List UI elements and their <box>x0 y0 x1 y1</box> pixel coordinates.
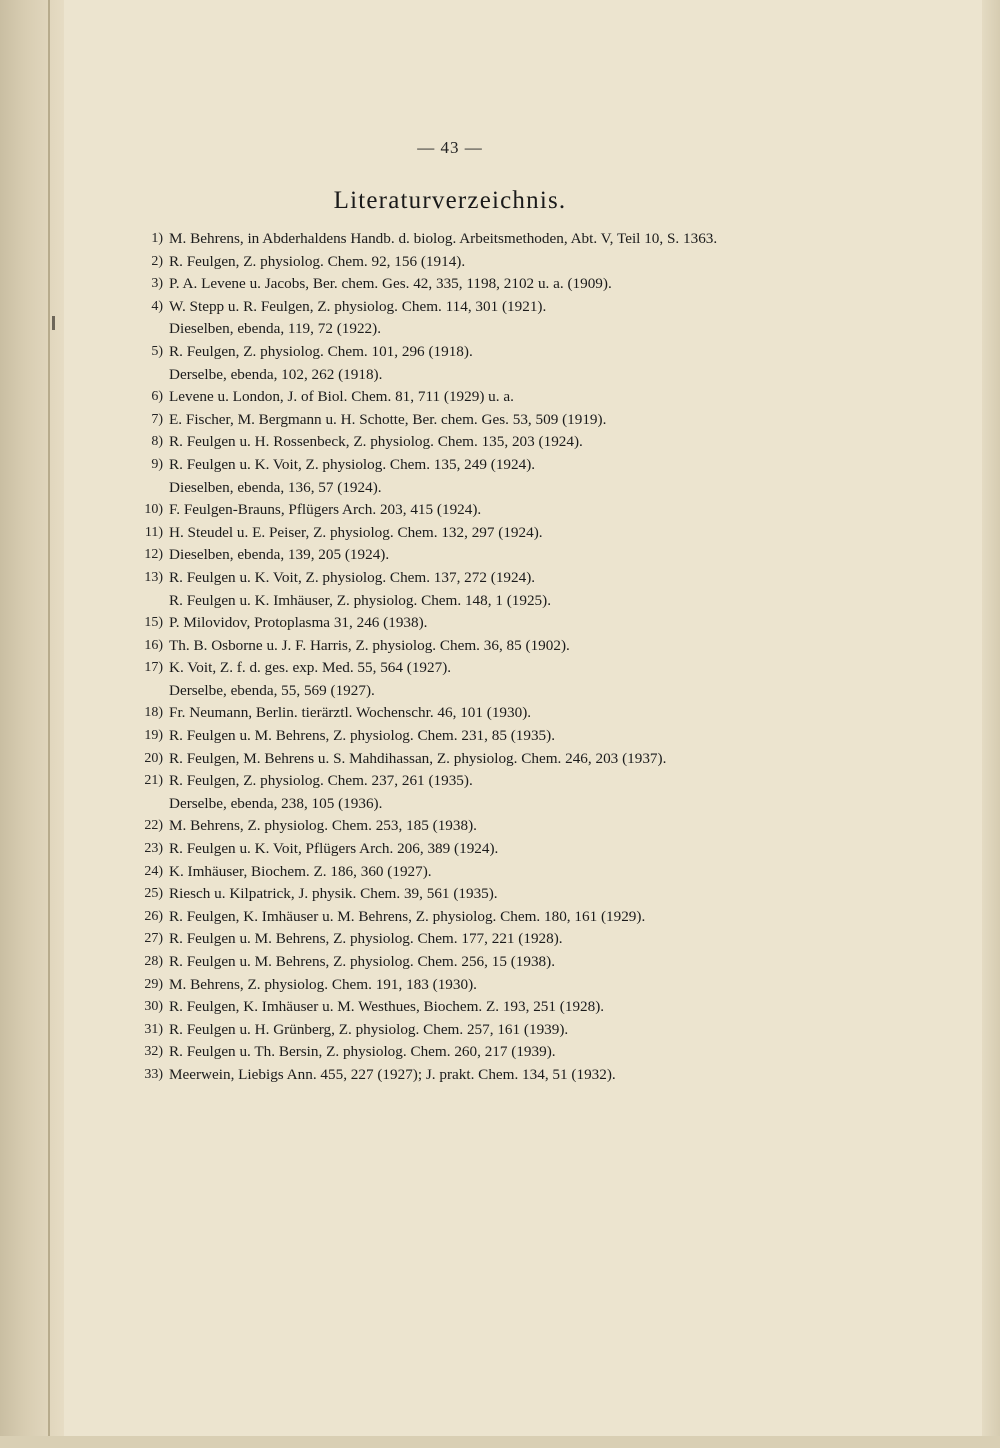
reference-number: 27) <box>144 931 163 947</box>
reference-number: 29) <box>144 976 163 992</box>
reference-text: R. Feulgen u. H. Grünberg, Z. physiolog. Chem. 257, 161 (1939). <box>169 1020 569 1038</box>
reference-number: 2) <box>151 253 163 269</box>
reference-text: E. Fischer, M. Bergmann u. H. Schotte, Ber. chem. Ges. 53, 509 (1919). <box>169 410 607 428</box>
reference-number: 21) <box>144 773 163 789</box>
reference-entry <box>125 680 785 703</box>
reference-number <box>125 590 169 613</box>
reference-text: R. Feulgen, Z. physiolog. Chem. 92, 156 (1914). <box>169 252 466 270</box>
reference-text: R. Feulgen u. K. Voit, Pflügers Arch. 206, 389 (1924). <box>169 840 499 858</box>
page-fold <box>48 0 50 1448</box>
reference-number: 5) <box>151 343 163 359</box>
reference-entry <box>125 364 785 387</box>
reference-text: R. Feulgen u. M. Behrens, Z. physiolog. Chem. 177, 221 (1928). <box>169 930 563 948</box>
reference-entry <box>125 1041 785 1064</box>
reference-entry <box>125 725 785 748</box>
reference-entry <box>125 748 785 771</box>
reference-number: 25) <box>144 886 163 902</box>
reference-text: Fr. Neumann, Berlin. tierärztl. Wochenschr. 46, 101 (1930). <box>169 704 532 722</box>
reference-text: M. Behrens, Z. physiolog. Chem. 253, 185 (1938). <box>169 817 477 835</box>
reference-text: R. Feulgen, M. Behrens u. S. Mahdihassan, Z. physiolog. Chem. 246, 203 (1937). <box>169 749 667 767</box>
reference-text: Riesch u. Kilpatrick, J. physik. Chem. 39, 561 (1935). <box>169 885 498 903</box>
reference-number: 32) <box>144 1044 163 1060</box>
reference-text: K. Voit, Z. f. d. ges. exp. Med. 55, 564 (1927). <box>169 659 452 677</box>
reference-text: Dieselben, ebenda, 119, 72 (1922). <box>169 320 382 338</box>
reference-number: 12) <box>144 547 163 563</box>
reference-number <box>125 364 169 387</box>
reference-number <box>125 318 169 341</box>
reference-entry <box>125 906 785 929</box>
reference-number: 4) <box>151 298 163 314</box>
reference-entry <box>125 635 785 658</box>
reference-list <box>125 228 785 1087</box>
reference-text: R. Feulgen u. Th. Bersin, Z. physiolog. Chem. 260, 217 (1939). <box>169 1043 556 1061</box>
reference-entry <box>125 702 785 725</box>
reference-text: R. Feulgen, K. Imhäuser u. M. Behrens, Z. physiolog. Chem. 180, 161 (1929). <box>169 907 646 925</box>
reference-entry <box>125 815 785 838</box>
reference-text: Derselbe, ebenda, 102, 262 (1918). <box>169 365 383 383</box>
reference-entry <box>125 431 785 454</box>
reference-entry <box>125 567 785 590</box>
reference-entry <box>125 409 785 432</box>
reference-number <box>125 793 169 816</box>
reference-number: 10) <box>144 502 163 518</box>
reference-number <box>125 477 169 500</box>
reference-text: Dieselben, ebenda, 139, 205 (1924). <box>169 546 390 564</box>
page-number: — 43 — <box>417 138 483 157</box>
reference-entry <box>125 228 785 251</box>
book-gutter <box>0 0 64 1448</box>
reference-entry <box>125 928 785 951</box>
reference-number: 28) <box>144 954 163 969</box>
reference-text: R. Feulgen, K. Imhäuser u. M. Westhues, Biochem. Z. 193, 251 (1928). <box>169 998 605 1016</box>
reference-number: 3) <box>151 276 163 292</box>
reference-text: F. Feulgen-Brauns, Pflügers Arch. 203, 415 (1924). <box>169 501 482 519</box>
reference-entry <box>125 273 785 296</box>
reference-number: 16) <box>144 637 163 653</box>
reference-text: R. Feulgen u. K. Imhäuser, Z. physiolog. Chem. 148, 1 (1925). <box>169 591 551 609</box>
reference-number <box>125 680 169 703</box>
reference-text: Th. B. Osborne u. J. F. Harris, Z. physiolog. Chem. 36, 85 (1902). <box>169 636 570 654</box>
reference-entry <box>125 770 785 793</box>
reference-text: Derselbe, ebenda, 55, 569 (1927). <box>169 681 375 699</box>
reference-number: 6) <box>151 389 163 405</box>
reference-entry <box>125 996 785 1019</box>
reference-number: 26) <box>144 908 163 924</box>
reference-number: 17) <box>144 660 163 676</box>
reference-entry <box>125 499 785 522</box>
reference-entry <box>125 657 785 680</box>
reference-text: P. A. Levene u. Jacobs, Ber. chem. Ges. 42, 335, 1198, 2102 u. a. (1909). <box>169 275 612 293</box>
page-edge <box>982 0 1000 1448</box>
reference-text: H. Steudel u. E. Peiser, Z. physiolog. Chem. 132, 297 (1924). <box>169 523 543 541</box>
reference-number: 20) <box>144 750 163 766</box>
reference-number: 15) <box>144 615 163 631</box>
reference-text: M. Behrens, in Abderhaldens Handb. d. biolog. Arbeitsmethoden, Abt. V, Teil 10, S. 1363. <box>169 230 718 247</box>
reference-entry <box>125 522 785 545</box>
reference-entry <box>125 1064 785 1087</box>
page-bottom-edge <box>0 1436 1000 1448</box>
reference-text: Levene u. London, J. of Biol. Chem. 81, 711 (1929) u. a. <box>169 388 514 406</box>
reference-entry <box>125 454 785 477</box>
reference-entry <box>125 838 785 861</box>
margin-mark <box>52 316 55 330</box>
reference-number: 24) <box>144 863 163 879</box>
reference-entry <box>125 974 785 997</box>
reference-text: R. Feulgen u. M. Behrens, Z. physiolog. Chem. 231, 85 (1935). <box>169 727 555 745</box>
reference-text: R. Feulgen, Z. physiolog. Chem. 101, 296 (1918). <box>169 342 473 360</box>
reference-entry <box>125 951 785 974</box>
reference-entry <box>125 296 785 319</box>
reference-entry <box>125 612 785 635</box>
reference-text: R. Feulgen u. M. Behrens, Z. physiolog. Chem. 256, 15 (1938). <box>169 953 555 970</box>
reference-number: 13) <box>144 569 163 585</box>
reference-entry <box>125 341 785 364</box>
reference-number: 30) <box>144 999 163 1015</box>
reference-text: R. Feulgen u. K. Voit, Z. physiolog. Chem. 135, 249 (1924). <box>169 455 536 473</box>
reference-text: K. Imhäuser, Biochem. Z. 186, 360 (1927). <box>169 862 432 880</box>
reference-text: M. Behrens, Z. physiolog. Chem. 191, 183 (1930). <box>169 975 477 993</box>
reference-entry <box>125 477 785 500</box>
reference-number: 1) <box>151 231 163 246</box>
page-title: Literaturverzeichnis. <box>333 187 567 214</box>
reference-entry <box>125 386 785 409</box>
reference-entry <box>125 318 785 341</box>
reference-entry <box>125 590 785 613</box>
reference-entry <box>125 883 785 906</box>
reference-text: W. Stepp u. R. Feulgen, Z. physiolog. Chem. 114, 301 (1921). <box>169 297 547 315</box>
reference-entry <box>125 1019 785 1042</box>
reference-text: R. Feulgen u. H. Rossenbeck, Z. physiolog. Chem. 135, 203 (1924). <box>169 433 583 451</box>
reference-text: P. Milovidov, Protoplasma 31, 246 (1938). <box>169 614 428 632</box>
reference-number: 22) <box>144 818 163 834</box>
reference-text: R. Feulgen, Z. physiolog. Chem. 237, 261 (1935). <box>169 772 473 790</box>
reference-number: 11) <box>144 524 163 540</box>
reference-number: 8) <box>151 434 163 450</box>
reference-number: 23) <box>144 841 163 857</box>
reference-entry <box>125 544 785 567</box>
reference-text: Dieselben, ebenda, 136, 57 (1924). <box>169 478 382 496</box>
reference-number: 33) <box>144 1066 163 1082</box>
reference-text: Derselbe, ebenda, 238, 105 (1936). <box>169 794 383 812</box>
reference-entry <box>125 251 785 274</box>
reference-text: R. Feulgen u. K. Voit, Z. physiolog. Chem. 137, 272 (1924). <box>169 568 536 586</box>
reference-number: 18) <box>144 705 163 721</box>
reference-number: 7) <box>151 411 163 427</box>
reference-number: 31) <box>144 1021 163 1037</box>
reference-entry <box>125 793 785 816</box>
reference-number: 9) <box>151 456 163 472</box>
reference-number: 19) <box>144 728 163 744</box>
reference-text: Meerwein, Liebigs Ann. 455, 227 (1927); J. prakt. Chem. 134, 51 (1932). <box>169 1065 616 1083</box>
reference-entry <box>125 861 785 884</box>
